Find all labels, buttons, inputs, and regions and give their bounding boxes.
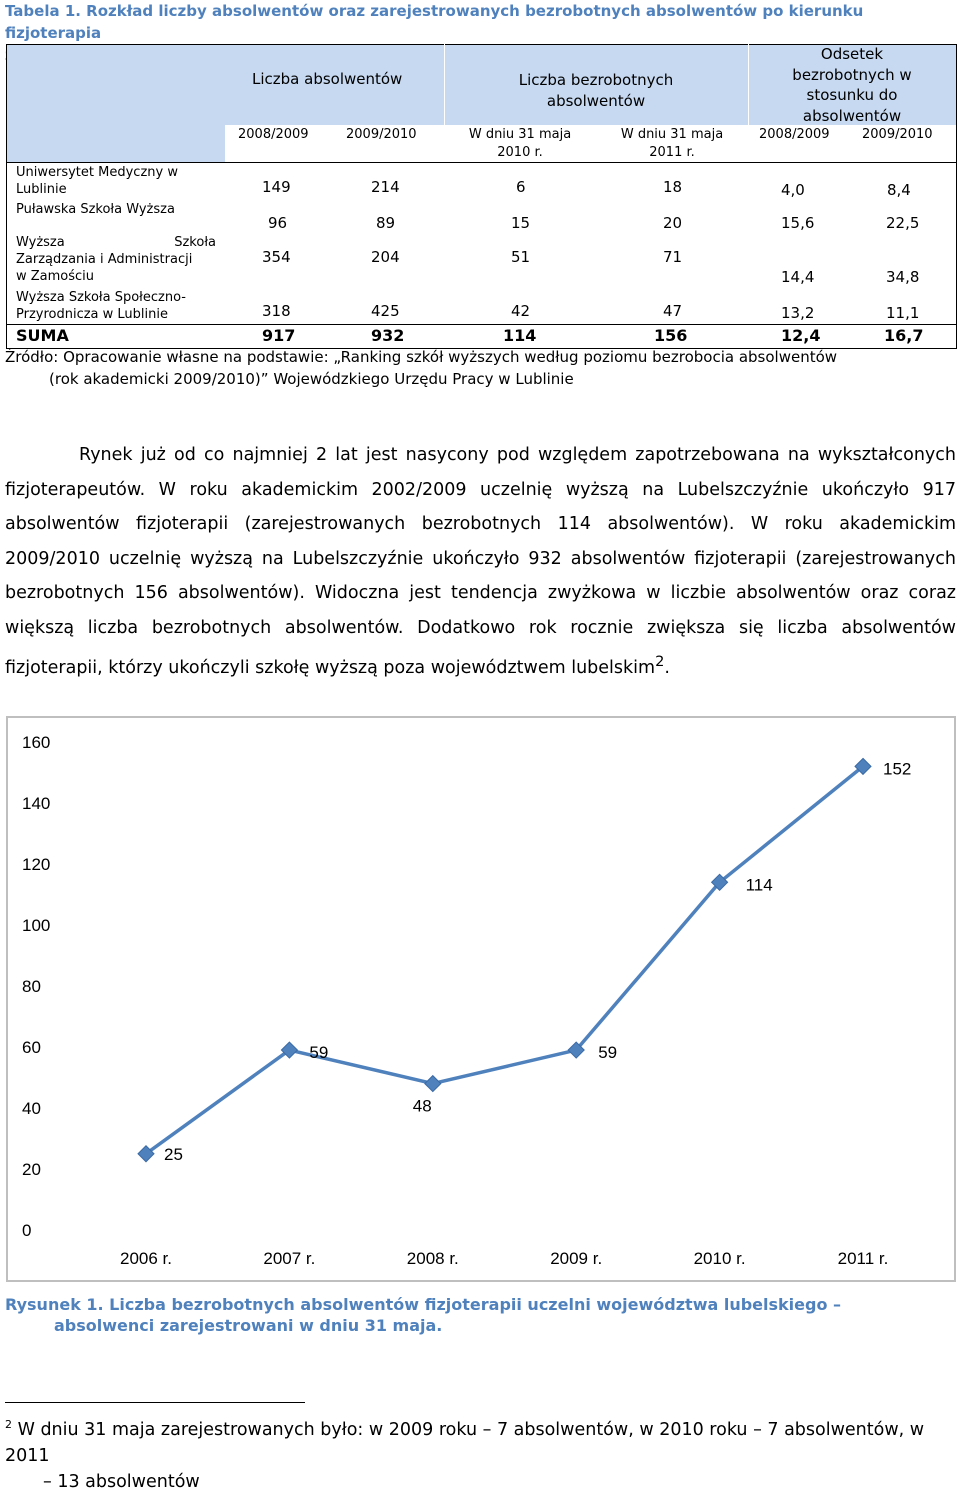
cell-r3-p1: 14,4: [781, 268, 815, 286]
cell-r4-g2: 425: [371, 302, 400, 320]
sum-p2: 16,7: [884, 326, 924, 345]
cell-r4-u1: 42: [511, 302, 531, 320]
y-tick-label: 20: [22, 1160, 41, 1179]
table-caption-line1: Tabela 1. Rozkład liczby absolwentów oraz zarejestrowanych bezrobotnych absolwentów po kierunku fizjoterapia: [5, 2, 864, 42]
y-tick-label: 0: [22, 1221, 32, 1240]
header-unemployed: Liczba bezrobotnych absolwentów: [518, 71, 674, 110]
cell-r1-g1: 149: [262, 178, 291, 196]
figure-caption: [5, 1294, 960, 1336]
cell-r4-p2: 11,1: [886, 304, 920, 322]
x-tick-label: 2010 r.: [693, 1249, 746, 1268]
sum-u2: 156: [654, 326, 688, 345]
cell-r2-g1: 96: [268, 214, 288, 232]
data-table: [6, 44, 957, 349]
data-label: 59: [309, 1043, 329, 1063]
footnote-ref[interactable]: 2: [655, 653, 665, 670]
footnote-mark: 2: [5, 1418, 12, 1431]
cell-r3-u2: 71: [663, 248, 683, 266]
source-note: [5, 346, 960, 390]
x-tick-label: 2011 r.: [837, 1249, 889, 1268]
cell-r4-g1: 318: [262, 302, 291, 320]
sum-label: SUMA: [16, 326, 69, 345]
line-chart-frame: [6, 716, 956, 1282]
header-percent: Odsetek bezrobotnych w stosunku do absolwentów: [792, 45, 912, 125]
footnote-separator: [5, 1402, 305, 1403]
header-g1: 2008/2009: [238, 127, 309, 142]
cell-r3-g2: 204: [371, 248, 400, 266]
y-tick-label: 80: [22, 977, 41, 996]
cell-r4-p1: 13,2: [781, 304, 815, 322]
table-row-label: Wyższa Szkoła Zarządzania i Administracji w Zamościu: [16, 235, 216, 284]
header-u2-line2: 2011 r.: [649, 145, 695, 160]
series-line: [146, 766, 863, 1153]
header-p1: 2008/2009: [759, 127, 830, 142]
y-tick-label: 100: [22, 916, 51, 935]
source-line2: (rok akademicki 2009/2010)” Wojewódzkiego Urzędu Pracy w Lublinie: [49, 370, 574, 388]
footnote-line2: – 13 absolwentów: [43, 1471, 200, 1492]
header-u1-line1: W dniu 31 maja: [468, 127, 572, 142]
data-label: 48: [412, 1096, 432, 1116]
figure-caption-line1: Rysunek 1. Liczba bezrobotnych absolwentów fizjoterapii uczelni województwa lubelskiego –: [5, 1295, 842, 1314]
line-chart: [8, 718, 954, 1280]
cell-r3-u1: 51: [511, 248, 531, 266]
data-label: 25: [164, 1144, 183, 1164]
header-u1-line2: 2010 r.: [497, 145, 543, 160]
body-paragraph: Rynek już od co najmniej 2 lat jest nasycony pod względem zapotrzebowana na wykształconych fizjoterapeutów. W roku akademickim 2002/2009 uczelnię wyższą na Lubelszczyźnie ukończyło 917 absolwentów fizjoterapii (zarejestrowanych bezrobotnych 114 absolwentów). W roku akademickim 2009/2010 uczelnię wyższą na Lubelszczyźnie ukończyło 932 absolwentów fizjoterapii (zarejestrowanych bezrobotnych 156 absolwentów). Widoczna jest tendencja zwyżkowa w liczbie absolwentów oraz coraz większą liczba bezrobotnych absolwentów. Dodatkowo rok rocznie zwiększa się liczba absolwentów fizjoterapii, którzy ukończyli szkołę wyższą poza województwem lubelskim$^2$.: [5, 445, 956, 678]
header-p2: 2009/2010: [862, 127, 933, 142]
cell-r2-u2: 20: [663, 214, 683, 232]
y-tick-label: 60: [22, 1038, 41, 1057]
data-label: 152: [883, 759, 912, 779]
cell-r2-p1: 15,6: [781, 214, 815, 232]
sum-u1: 114: [503, 326, 537, 345]
data-point-marker: [425, 1076, 441, 1092]
table-row-label: Uniwersytet Medyczny w Lublinie: [16, 165, 178, 197]
y-tick-label: 40: [22, 1099, 41, 1118]
sum-g1: 917: [262, 326, 296, 345]
cell-r2-g2: 89: [376, 214, 396, 232]
cell-r1-g2: 214: [371, 178, 400, 196]
figure-caption-line2: absolwenci zarejestrowani w dniu 31 maja.: [54, 1316, 443, 1335]
x-tick-label: 2008 r.: [406, 1249, 459, 1268]
x-tick-label: 2009 r.: [550, 1249, 603, 1268]
data-label: 59: [598, 1043, 618, 1063]
cell-r2-u1: 15: [511, 214, 531, 232]
footnote-line1: W dniu 31 maja zarejestrowanych było: w 2009 roku – 7 absolwentów, w 2010 roku – 7 absolwentów, w 2011: [5, 1419, 925, 1466]
sum-p1: 12,4: [781, 326, 821, 345]
header-graduates: Liczba absolwentów: [252, 70, 403, 88]
cell-r1-p2: 8,4: [887, 181, 911, 199]
cell-r4-u2: 47: [663, 302, 683, 320]
cell-r1-u2: 18: [663, 178, 683, 196]
cell-r1-p1: 4,0: [781, 181, 805, 199]
y-tick-label: 120: [22, 855, 51, 874]
x-tick-label: 2006 r.: [120, 1249, 172, 1268]
y-tick-label: 140: [22, 794, 51, 813]
footnote: [5, 1412, 960, 1495]
header-u2-line1: W dniu 31 maja: [620, 127, 724, 142]
source-line1: Źródło: Opracowanie własne na podstawie: „Ranking szkół wyższych według poziomu bezrobocia absolwentów: [5, 348, 838, 366]
sum-g2: 932: [371, 326, 405, 345]
y-tick-label: 160: [22, 733, 51, 752]
cell-r3-g1: 354: [262, 248, 291, 266]
data-label: 114: [745, 875, 773, 895]
x-tick-label: 2007 r.: [263, 1249, 316, 1268]
header-g2: 2009/2010: [346, 127, 417, 142]
cell-r2-p2: 22,5: [886, 214, 920, 232]
cell-r1-u1: 6: [516, 178, 526, 196]
cell-r3-p2: 34,8: [886, 268, 920, 286]
table-row-label: Puławska Szkoła Wyższa: [16, 202, 175, 217]
paragraph-text: Rynek już od co najmniej 2 lat jest nasycony pod względem zapotrzebowana na wykształconych fizjoterapeutów. W roku akademickim 2002/2009 uczelnię wyższą na Lubelszczyźnie ukończyło 917 absolwentów fizjoterapii (zarejestrowanych bezrobotnych 114 absolwentów). W roku akademickim 2009/2010 uczelnię wyższą na Lubelszczyźnie ukończyło 932 absolwentów fizjoterapii (zarejestrowanych bezrobotnych 156 absolwentów). Widoczna jest tendencja zwyżkowa w liczbie absolwentów oraz coraz większą liczba bezrobotnych absolwentów. Dodatkowo rok rocznie zwiększa się liczba absolwentów fizjoterapii, którzy ukończyli szkołę wyższą poza województwem lubelskim: [5, 445, 956, 678]
table-row-label: Wyższa Szkoła Społeczno- Przyrodnicza w Lublinie: [16, 290, 186, 322]
